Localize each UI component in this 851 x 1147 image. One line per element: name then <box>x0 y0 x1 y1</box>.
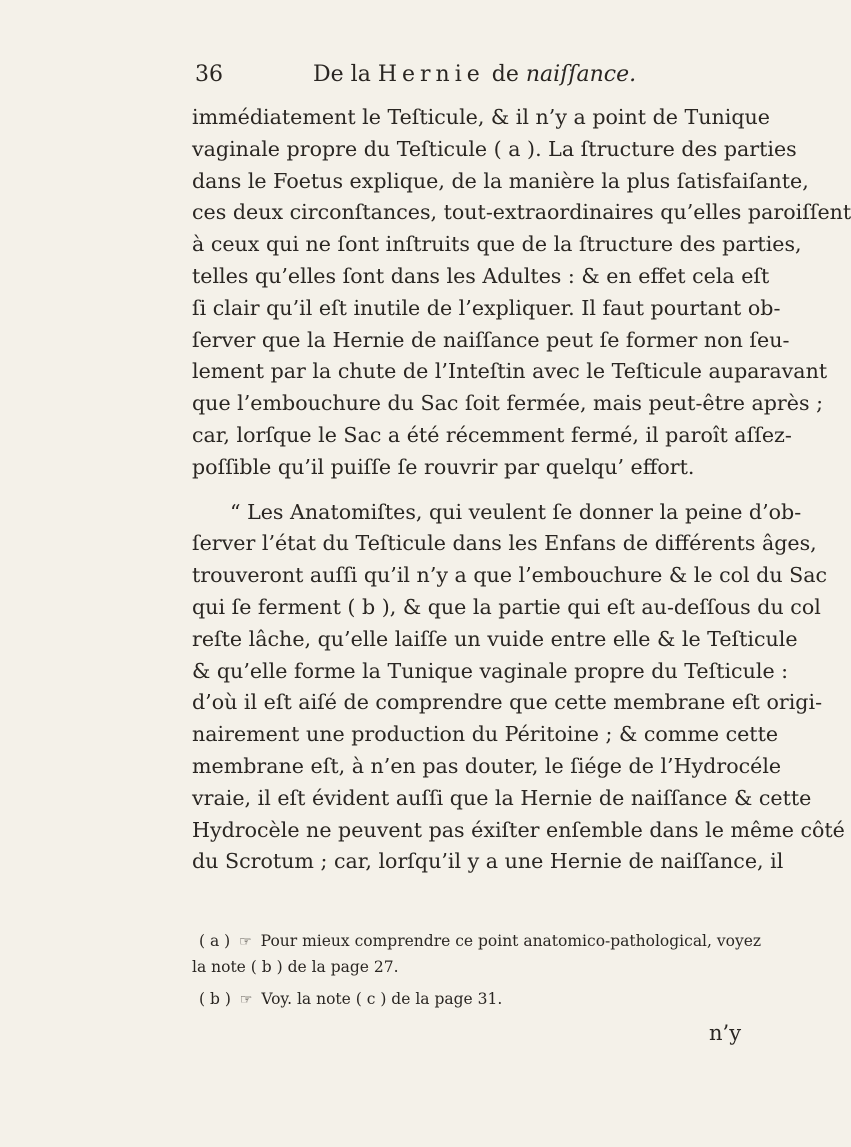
text-line: membrane eſt, à n’en pas douter, le ſiége de l’Hydrocéle <box>192 753 782 778</box>
header-title-prefix: De la <box>313 62 371 87</box>
footnote-gap <box>192 980 757 987</box>
text-line: vraie, il eſt évident auſſi que la Hernie de naiſſance & cette <box>192 785 812 810</box>
text-line: ſi clair qu’il eſt inutile de l’expliquer. Il faut pourtant ob- <box>192 295 781 320</box>
text-line: nairement une production du Péritoine ; & comme cette <box>192 722 779 747</box>
text-line: trouveront auſſi qu’il n’y a que l’embouchure & le col du Sac <box>192 563 828 588</box>
footnote-b <box>192 987 757 1013</box>
footnote-a <box>192 929 762 955</box>
text-line: ces deux circonſtances, tout-extraordinaires qu’elles paroiſſent <box>192 200 851 225</box>
text-line: poſſible qu’il puiſſe ſe rouvrir par quelqu’ effort. <box>192 454 695 479</box>
text-line: à ceux qui ne ſont inſtruits que de la ſtructure des parties, <box>192 232 802 257</box>
text-line: Hydrocèle ne peuvent pas éxiſter enſemble dans le même côté <box>192 817 845 842</box>
text-line: immédiatement le Teſticule, & il n’y a point de Tunique <box>192 105 770 129</box>
text-line: & qu’elle forme la Tunique vaginale propre du Teſticule : <box>192 658 789 683</box>
pointing-hand-icon: ☞ <box>239 992 253 1008</box>
text-line: ſerver l’état du Teſticule dans les Enfans de différents âges, <box>192 531 817 556</box>
text-line: reſte lâche, qu’elle laiſſe un vuide entre elle & le Teſticule <box>192 626 798 651</box>
body-text <box>192 102 851 878</box>
text-line: lement par la chute de l’Inteſtin avec le Teſticule auparavant <box>192 359 828 384</box>
footnote-b-text: Voy. la note ( c ) de la page 31. <box>261 990 503 1008</box>
text-line: ſerver que la Hernie de naiſſance peut ſe former non ſeu- <box>192 327 790 352</box>
text-line: d’où il eſt aiſé de comprendre que cette membrane eſt origi- <box>192 690 823 715</box>
footnote-a-marker: ( a ) <box>199 932 231 950</box>
paragraph-2 <box>192 497 845 879</box>
footnote-b-marker: ( b ) <box>199 990 231 1008</box>
footnote-a-text: Pour mieux comprendre ce point anatomico-pathological, voyez <box>260 932 762 950</box>
header-title-mid: de <box>491 62 519 87</box>
paragraph-1 <box>192 102 851 484</box>
footnote-a-continuation: la note ( b ) de la page 27. <box>192 958 399 976</box>
page-number: 36 <box>195 62 223 87</box>
text-line: qui ſe ferment ( b ), & que la partie qui eſt au-deſſous du col <box>192 594 821 619</box>
paragraph-gap <box>192 484 757 497</box>
text-line: que l’embouchure du Sac ſoit fermée, mais peut-être après ; <box>192 391 824 416</box>
text-line: telles qu’elles ſont dans les Adultes : & en effet cela eſt <box>192 263 770 288</box>
pointing-hand-icon: ☞ <box>239 934 252 950</box>
text-line: vaginale propre du Teſticule ( a ). La ſtructure des parties <box>192 136 797 161</box>
text-line: du Scrotum ; car, lorſqu’il y a une Hernie de naiſſance, il <box>192 849 784 874</box>
text-line: car, lorſque le Sac a été récemment fermé, il paroît aſſez- <box>192 422 792 447</box>
text-line: “ Les Anatomiſtes, qui veulent ſe donner la peine d’ob- <box>230 499 802 524</box>
header-title-italic: naiſſance. <box>525 62 637 87</box>
text-line: dans le Foetus explique, de la manière la plus ſatisfaiſante, <box>192 168 809 193</box>
catchword: n’y <box>709 1021 742 1045</box>
footnotes <box>192 929 762 1013</box>
header-title-caps: Hernie <box>377 62 485 87</box>
running-title <box>313 62 636 87</box>
